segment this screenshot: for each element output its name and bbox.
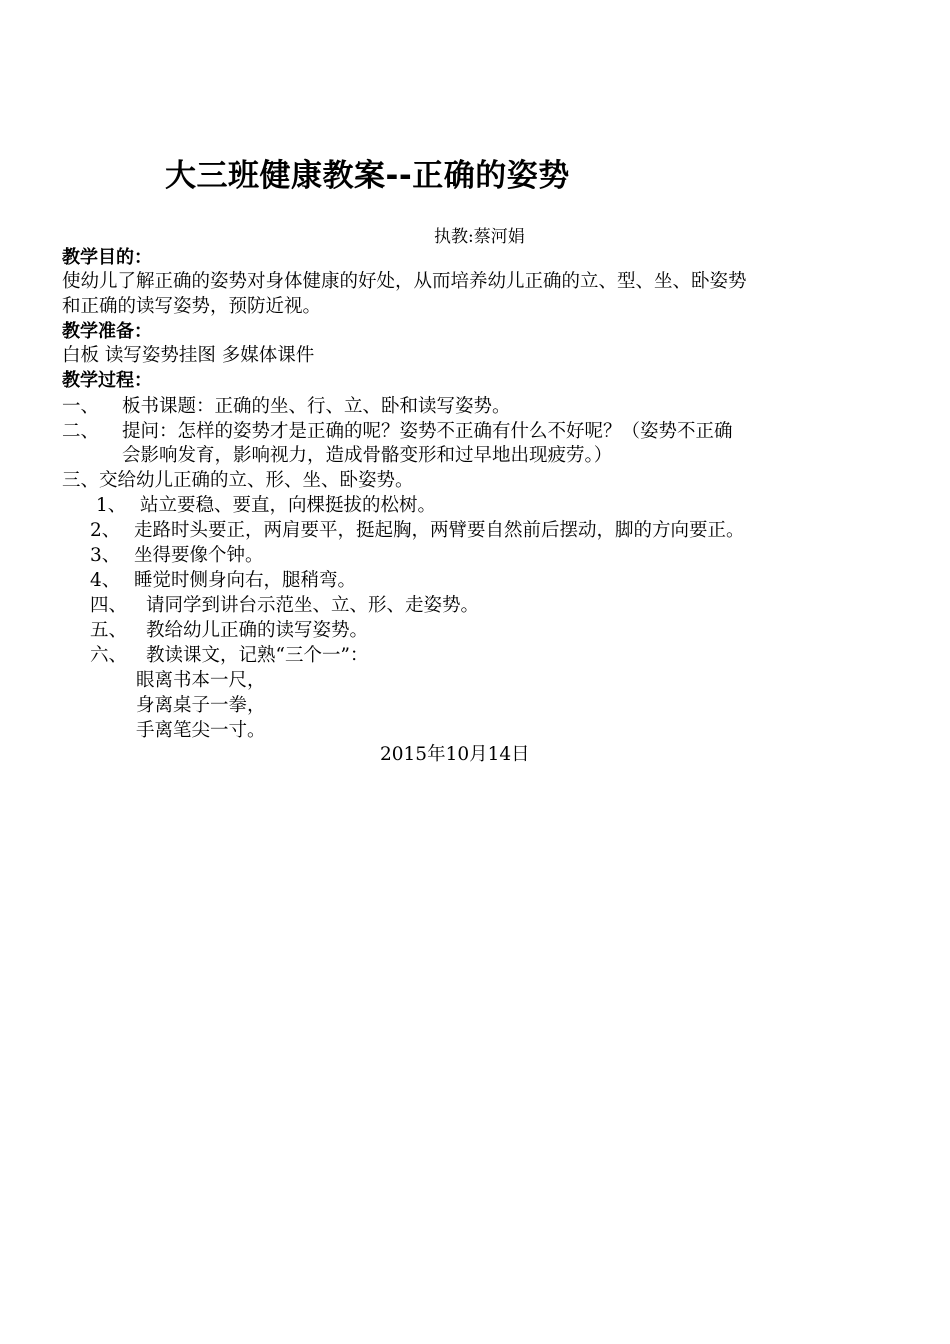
step-3	[62, 468, 414, 493]
step-text: 板书课题：正确的坐、行、立、卧和读写姿势。	[122, 396, 511, 417]
step-2-continuation: 会影响发育，影响视力，造成骨骼变形和过早地出现疲劳。）	[122, 445, 613, 466]
step-1	[62, 394, 511, 419]
step-marker: 二、	[62, 421, 100, 442]
substep-text: 坐得要像个钟。	[134, 545, 264, 566]
substep-marker: 2、	[90, 520, 121, 541]
step-marker: 一、	[62, 396, 100, 417]
document-title: 大三班健康教案--正确的姿势	[165, 158, 570, 194]
prep-text: 白板 读写姿势挂图 多媒体课件	[62, 345, 315, 366]
step-4	[90, 593, 479, 618]
substep-marker: 4、	[90, 570, 121, 591]
goal-line-2: 和正确的读写姿势，预防近视。	[62, 296, 322, 317]
step-2	[62, 419, 733, 444]
substep-text: 走路时头要正，两肩要平，挺起胸，两臂要自然前后摆动，脚的方向要正。	[134, 520, 745, 541]
verse-2: 身离桌子一拳，	[136, 695, 266, 716]
step-marker: 四、	[90, 595, 128, 616]
step-text: 教给幼儿正确的读写姿势。	[146, 620, 369, 641]
step-6	[90, 643, 368, 668]
prep-heading: 教学准备：	[62, 321, 152, 342]
goal-heading: 教学目的：	[62, 247, 152, 268]
step-text: 请同学到讲台示范坐、立、形、走姿势。	[146, 595, 480, 616]
step-marker: 三、	[62, 470, 100, 491]
substep-2	[90, 518, 745, 543]
step-marker: 五、	[90, 620, 128, 641]
substep-text: 睡觉时侧身向右，腿稍弯。	[134, 570, 357, 591]
substep-3	[90, 543, 264, 568]
substep-4	[90, 568, 356, 593]
verse-1: 眼离书本一尺，	[136, 670, 266, 691]
goal-line-1: 使幼儿了解正确的姿势对身体健康的好处，从而培养幼儿正确的立、型、坐、卧姿势	[62, 271, 747, 292]
author-line: 执教:蔡河娟	[434, 227, 525, 247]
step-5	[90, 618, 368, 643]
substep-text: 站立要稳、要直，向棵挺拔的松树。	[140, 495, 437, 516]
step-text: 教读课文，记熟“三个一”：	[146, 645, 369, 666]
substep-marker: 3、	[90, 545, 121, 566]
verse-3: 手离笔尖一寸。	[136, 720, 266, 741]
step-marker: 六、	[90, 645, 128, 666]
substep-1	[96, 493, 436, 518]
document-date: 2015年10月14日	[380, 744, 530, 765]
step-text: 提问：怎样的姿势才是正确的呢？姿势不正确有什么不好呢？（姿势不正确	[122, 421, 733, 442]
process-heading: 教学过程：	[62, 370, 152, 391]
substep-marker: 1、	[96, 495, 127, 516]
step-text: 交给幼儿正确的立、形、坐、卧姿势。	[99, 470, 414, 491]
